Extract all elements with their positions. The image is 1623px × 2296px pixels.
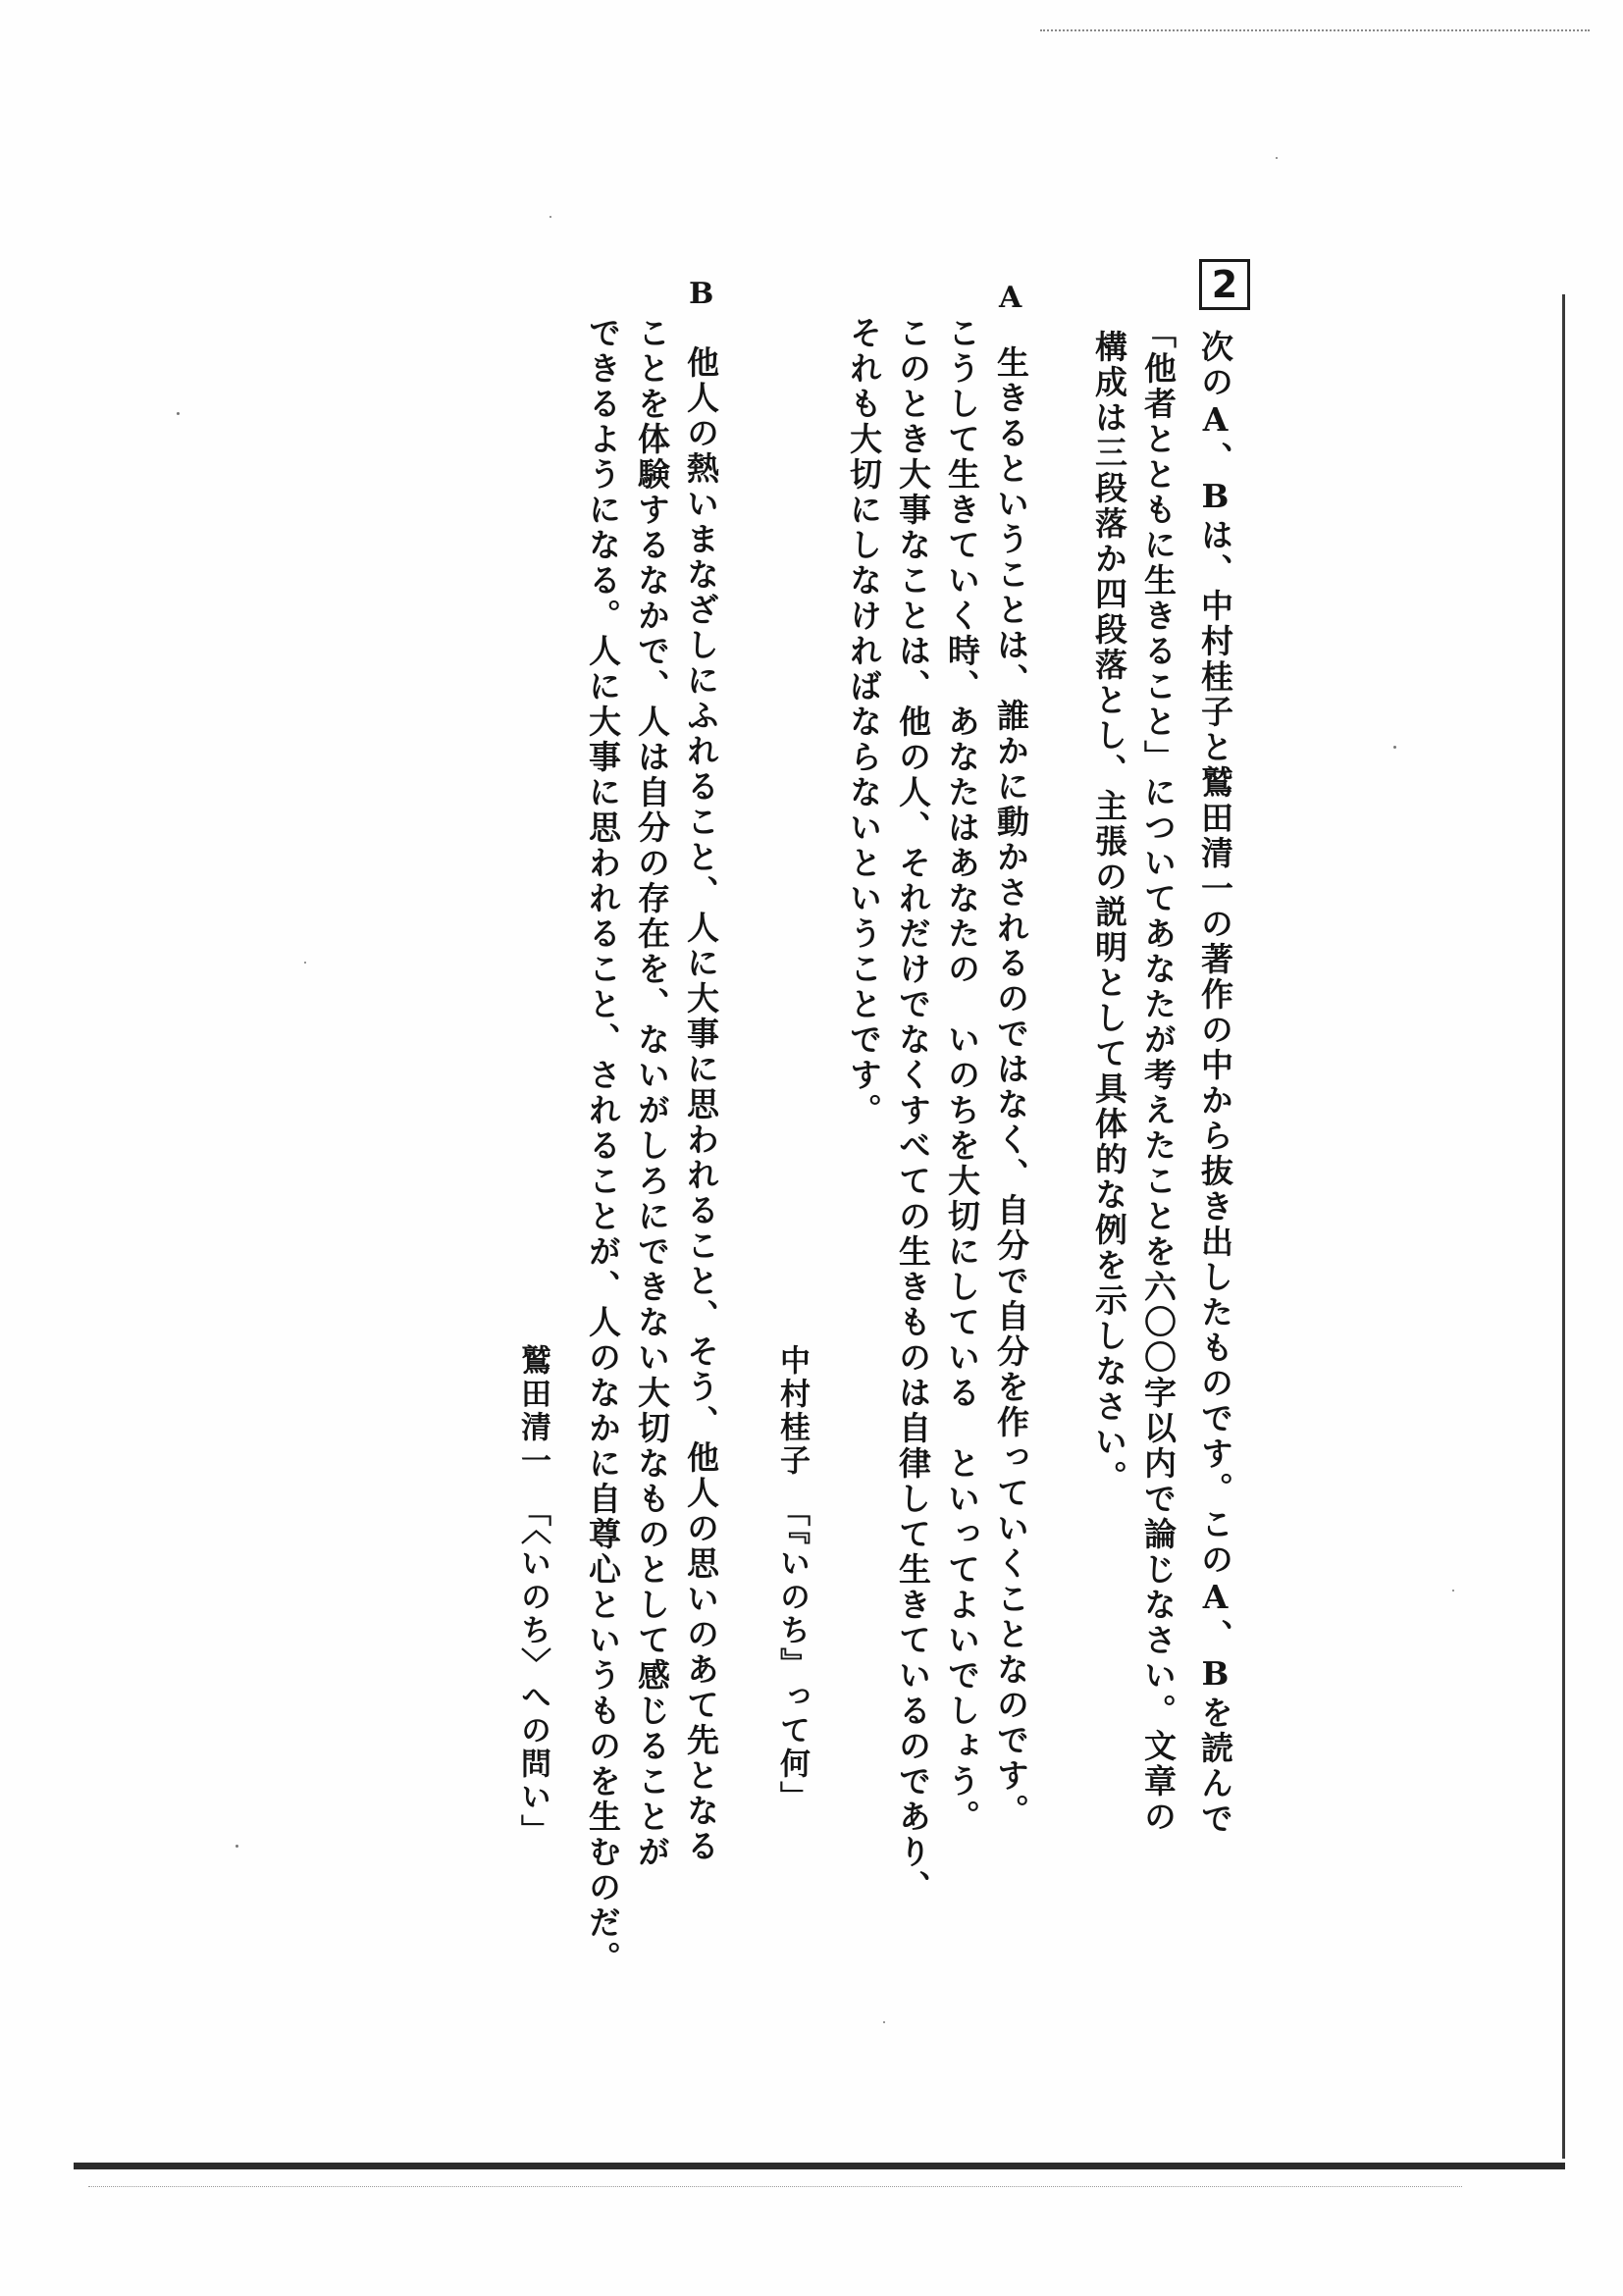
- scan-speck: [236, 1845, 238, 1848]
- passage-a-label: A: [999, 281, 1022, 315]
- scan-speck: [883, 2021, 885, 2023]
- passage-a-line-1: 生きるということは、誰かに動かされるのではなく、自分で自分を作っていくことなのです。: [992, 345, 1030, 1829]
- scan-speck: [1393, 746, 1396, 749]
- passage-b-label: B: [689, 277, 714, 311]
- question-number-box: 2: [1199, 259, 1250, 310]
- page-top-edge: [1040, 29, 1590, 31]
- page-bottom-edge: [74, 2163, 1565, 2169]
- passage-b-line-3: できるようになる。人に大事に思われること、されることが、人のなかに自尊心というものを生むのだ。: [584, 316, 622, 1976]
- scan-speck: [304, 962, 306, 964]
- instruction-line-2: 「他者とともに生きること」についてあなたが考えたことを六〇〇字以内で論じなさい。文章の: [1139, 316, 1178, 1835]
- instruction-line-1: 次のA、Bは、中村桂子と鷲田清一の著作の中から抜き出したものです。このA、Bを読んで: [1196, 330, 1234, 1837]
- passage-a-line-3: このとき大事なことは、他の人、それだけでなくすべての生きものは自律して生きているのであり、: [894, 316, 932, 1905]
- scan-speck: [177, 412, 180, 415]
- page-bottom-dotted-edge: [88, 2186, 1462, 2187]
- passage-b-citation: 鷲田清一 「〈いのち〉への問い」: [515, 1344, 550, 1848]
- passage-a-citation: 中村桂子 「『いのち』って何」: [774, 1344, 810, 1814]
- instruction-line-3: 構成は三段落か四段落とし、主張の説明として具体的な例を示しなさい。: [1090, 330, 1128, 1495]
- passage-a-line-2: こうして生きていく時、あなたはあなたの いのちを大切にしている といってよいでしょう。: [943, 316, 981, 1835]
- scan-speck: [550, 216, 551, 218]
- passage-b-line-2: ことを体験するなかで、人は自分の存在を、ないがしろにできない大切なものとして感じることが: [633, 316, 671, 1870]
- passage-a-line-4: それも大切にしなければならないということです。: [845, 316, 883, 1128]
- page-right-edge: [1562, 294, 1565, 2159]
- scan-speck: [1276, 157, 1278, 159]
- scan-speck: [1452, 1590, 1454, 1592]
- passage-b-line-1: 他人の熱いまなざしにふれること、人に大事に思われること、そう、他人の思いのあて先となる: [682, 345, 720, 1864]
